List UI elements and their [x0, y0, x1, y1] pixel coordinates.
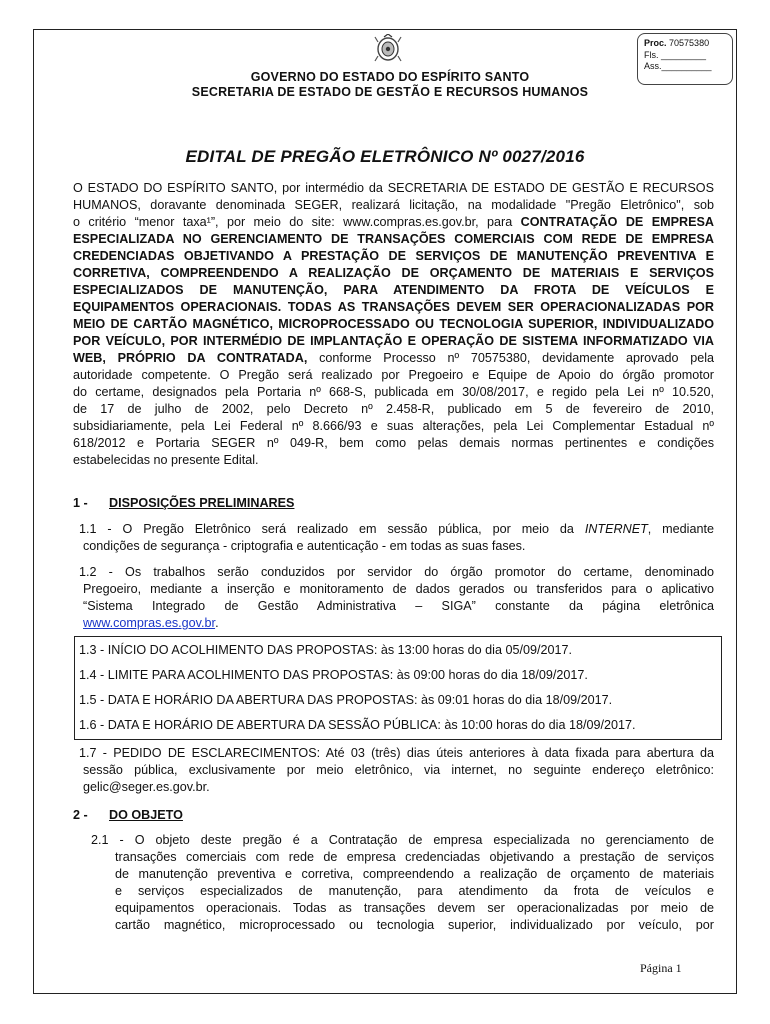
item-1-7-line: 1.7 - PEDIDO DE ESCLARECIMENTOS: Até 03 (três) dias úteis anteriores à data fixada para abertura da	[79, 746, 714, 760]
intro-line: de 17 de julho de 2002, pelo Decreto nº 2.458-R, publicado em 5 de fevereiro de 2010,	[73, 402, 714, 416]
item-2-1-line: equipamentos operacionais. Todas as transações devem ser operacionalizadas por meio de	[115, 901, 714, 915]
date-item-1-4: 1.4 - LIMITE PARA ACOLHIMENTO DAS PROPOSTAS: às 09:00 horas do dia 18/09/2017.	[79, 668, 588, 682]
item-text: 1.1 - O Pregão Eletrônico será realizado em sessão pública, por meio da	[79, 522, 585, 536]
section-2-number: 2 -	[73, 808, 88, 822]
proc-label: Proc.	[644, 38, 667, 48]
item-text: , mediante	[647, 522, 714, 536]
intro-line: do certame, designados pela Portaria nº 668-S, publicada em 30/08/2017, e regido pela Lei nº 10.520,	[73, 385, 714, 399]
intro-line	[73, 350, 714, 368]
intro-line: O ESTADO DO ESPÍRITO SANTO, por intermédio da SECRETARIA DE ESTADO DE GESTÃO E RECURSOS	[73, 181, 714, 195]
item-2-1-line: cartão magnético, microprocessado ou tecnologia superior, individualizado por veículo, por	[115, 918, 714, 932]
section-1-heading: DISPOSIÇÕES PRELIMINARES	[109, 496, 295, 510]
item-1-1-line	[79, 521, 714, 539]
item-1-2-line: Pregoeiro, mediante a inserção e monitoramento de dados gerados ou transferidos para o aplicativo	[83, 582, 714, 596]
date-item-1-6: 1.6 - DATA E HORÁRIO DE ABERTURA DA SESSÃO PÚBLICA: às 10:00 horas do dia 18/09/2017.	[79, 718, 636, 732]
intro-text: conforme Processo nº 70575380, devidamente aprovado pela	[307, 351, 714, 365]
intro-bold: CONTRATAÇÃO DE EMPRESA	[520, 215, 714, 229]
item-text: .	[215, 616, 219, 630]
section-2-heading: DO OBJETO	[109, 808, 183, 822]
intro-text: o critério “menor taxa¹”, por meio do site: www.compras.es.gov.br, para	[73, 215, 521, 229]
state-crest-icon	[374, 34, 402, 64]
item-1-1-line: condições de segurança - criptografia e autenticação - em todas as suas fases.	[83, 539, 526, 553]
proc-line	[644, 38, 726, 50]
item-1-2-line	[83, 615, 219, 633]
intro-line: 618/2012 e Portaria SEGER nº 049-R, bem como pelas demais normas pertinentes e condições	[73, 436, 714, 450]
page-number: Página 1	[640, 961, 682, 975]
item-italic: INTERNET	[584, 522, 648, 536]
proc-number: 70575380	[669, 38, 710, 48]
intro-line: CORRETIVA, COMPREENDENDO A REALIZAÇÃO DE ORÇAMENTO DE MATERIAIS E SERVIÇOS	[73, 266, 714, 280]
document-title: EDITAL DE PREGÃO ELETRÔNICO Nº 0027/2016	[185, 147, 585, 166]
intro-line: POR VEÍCULO, POR INTERMÉDIO DE IMPLANTAÇÃO E OPERAÇÃO DE SISTEMA INFORMATIZADO VIA	[73, 334, 714, 348]
item-1-7-line: sessão pública, exclusivamente por meio eletrônico, via internet, no seguinte endereço eletrônico:	[83, 763, 714, 777]
intro-line: subsidiariamente, pela Lei Federal nº 8.666/93 e suas alterações, pela Lei Complementar Estadual nº	[73, 419, 714, 433]
item-2-1-line: transações comerciais com rede de empresa credenciadas objetivando a prestação de serviços	[115, 850, 714, 864]
intro-line: CREDENCIADAS OBJETIVANDO A PRESTAÇÃO DE SERVIÇOS DE MANUTENÇÃO PREVENTIVA E	[73, 249, 714, 263]
intro-line: ESPECIALIZADOS DE MANUTENÇÃO, PARA ATENDIMENTO DA FROTA DE VEÍCULOS E	[73, 283, 714, 297]
intro-line: estabelecidas no presente Edital.	[73, 453, 259, 467]
ass-line: Ass.__________	[644, 61, 712, 71]
secretariat-heading: SECRETARIA DE ESTADO DE GESTÃO E RECURSOS HUMANOS	[191, 85, 589, 99]
item-1-2-line: 1.2 - Os trabalhos serão conduzidos por servidor do órgão promotor do certame, denominado	[79, 565, 714, 579]
compras-link[interactable]: www.compras.es.gov.br	[83, 616, 216, 630]
government-heading: GOVERNO DO ESTADO DO ESPÍRITO SANTO	[250, 70, 530, 84]
section-1-number: 1 -	[73, 496, 88, 510]
item-2-1-line: e serviços especializados de manutenção, para atendimento da frota de veículos e	[115, 884, 714, 898]
intro-line: ESPECIALIZADA NO GERENCIAMENTO DE TRANSAÇÕES COMERCIAIS COM REDE DE EMPRESA	[73, 232, 714, 246]
item-2-1-line: 2.1 - O objeto deste pregão é a Contratação de empresa especializada no gerenciamento de	[91, 833, 714, 847]
intro-line	[73, 214, 714, 232]
item-1-7-line: gelic@seger.es.gov.br.	[83, 780, 210, 794]
intro-line: MEIO DE CARTÃO MAGNÉTICO, MICROPROCESSADO OU TECNOLOGIA SUPERIOR, INDIVIDUALIZADO	[73, 317, 714, 331]
process-box	[637, 33, 733, 85]
item-2-1-line: de manutenção preventiva e corretiva, compreendendo a realização de orçamento de materiais	[115, 867, 714, 881]
intro-line: EQUIPAMENTOS OPERACIONAIS. TODAS AS TRANSAÇÕES DEVEM SER OPERACIONALIZADAS POR	[73, 300, 714, 314]
item-1-2-line: “Sistema Integrado de Gestão Administrativa – SIGA” constante da página eletrônica	[83, 599, 714, 613]
date-item-1-5: 1.5 - DATA E HORÁRIO DA ABERTURA DAS PROPOSTAS: às 09:01 horas do dia 18/09/2017.	[79, 693, 613, 707]
date-item-1-3: 1.3 - INÍCIO DO ACOLHIMENTO DAS PROPOSTAS: às 13:00 horas do dia 05/09/2017.	[79, 643, 573, 657]
intro-line: HUMANOS, doravante denominada SEGER, realizará licitação, na modalidade "Pregão Eletrônico", sob	[73, 198, 714, 212]
intro-line: autoridade competente. O Pregão será realizado por Pregoeiro e Equipe de Apoio do órgão promotor	[73, 368, 714, 382]
fls-line: Fls. _________	[644, 49, 707, 60]
intro-bold: WEB, PRÓPRIO DA CONTRATADA,	[73, 351, 308, 365]
